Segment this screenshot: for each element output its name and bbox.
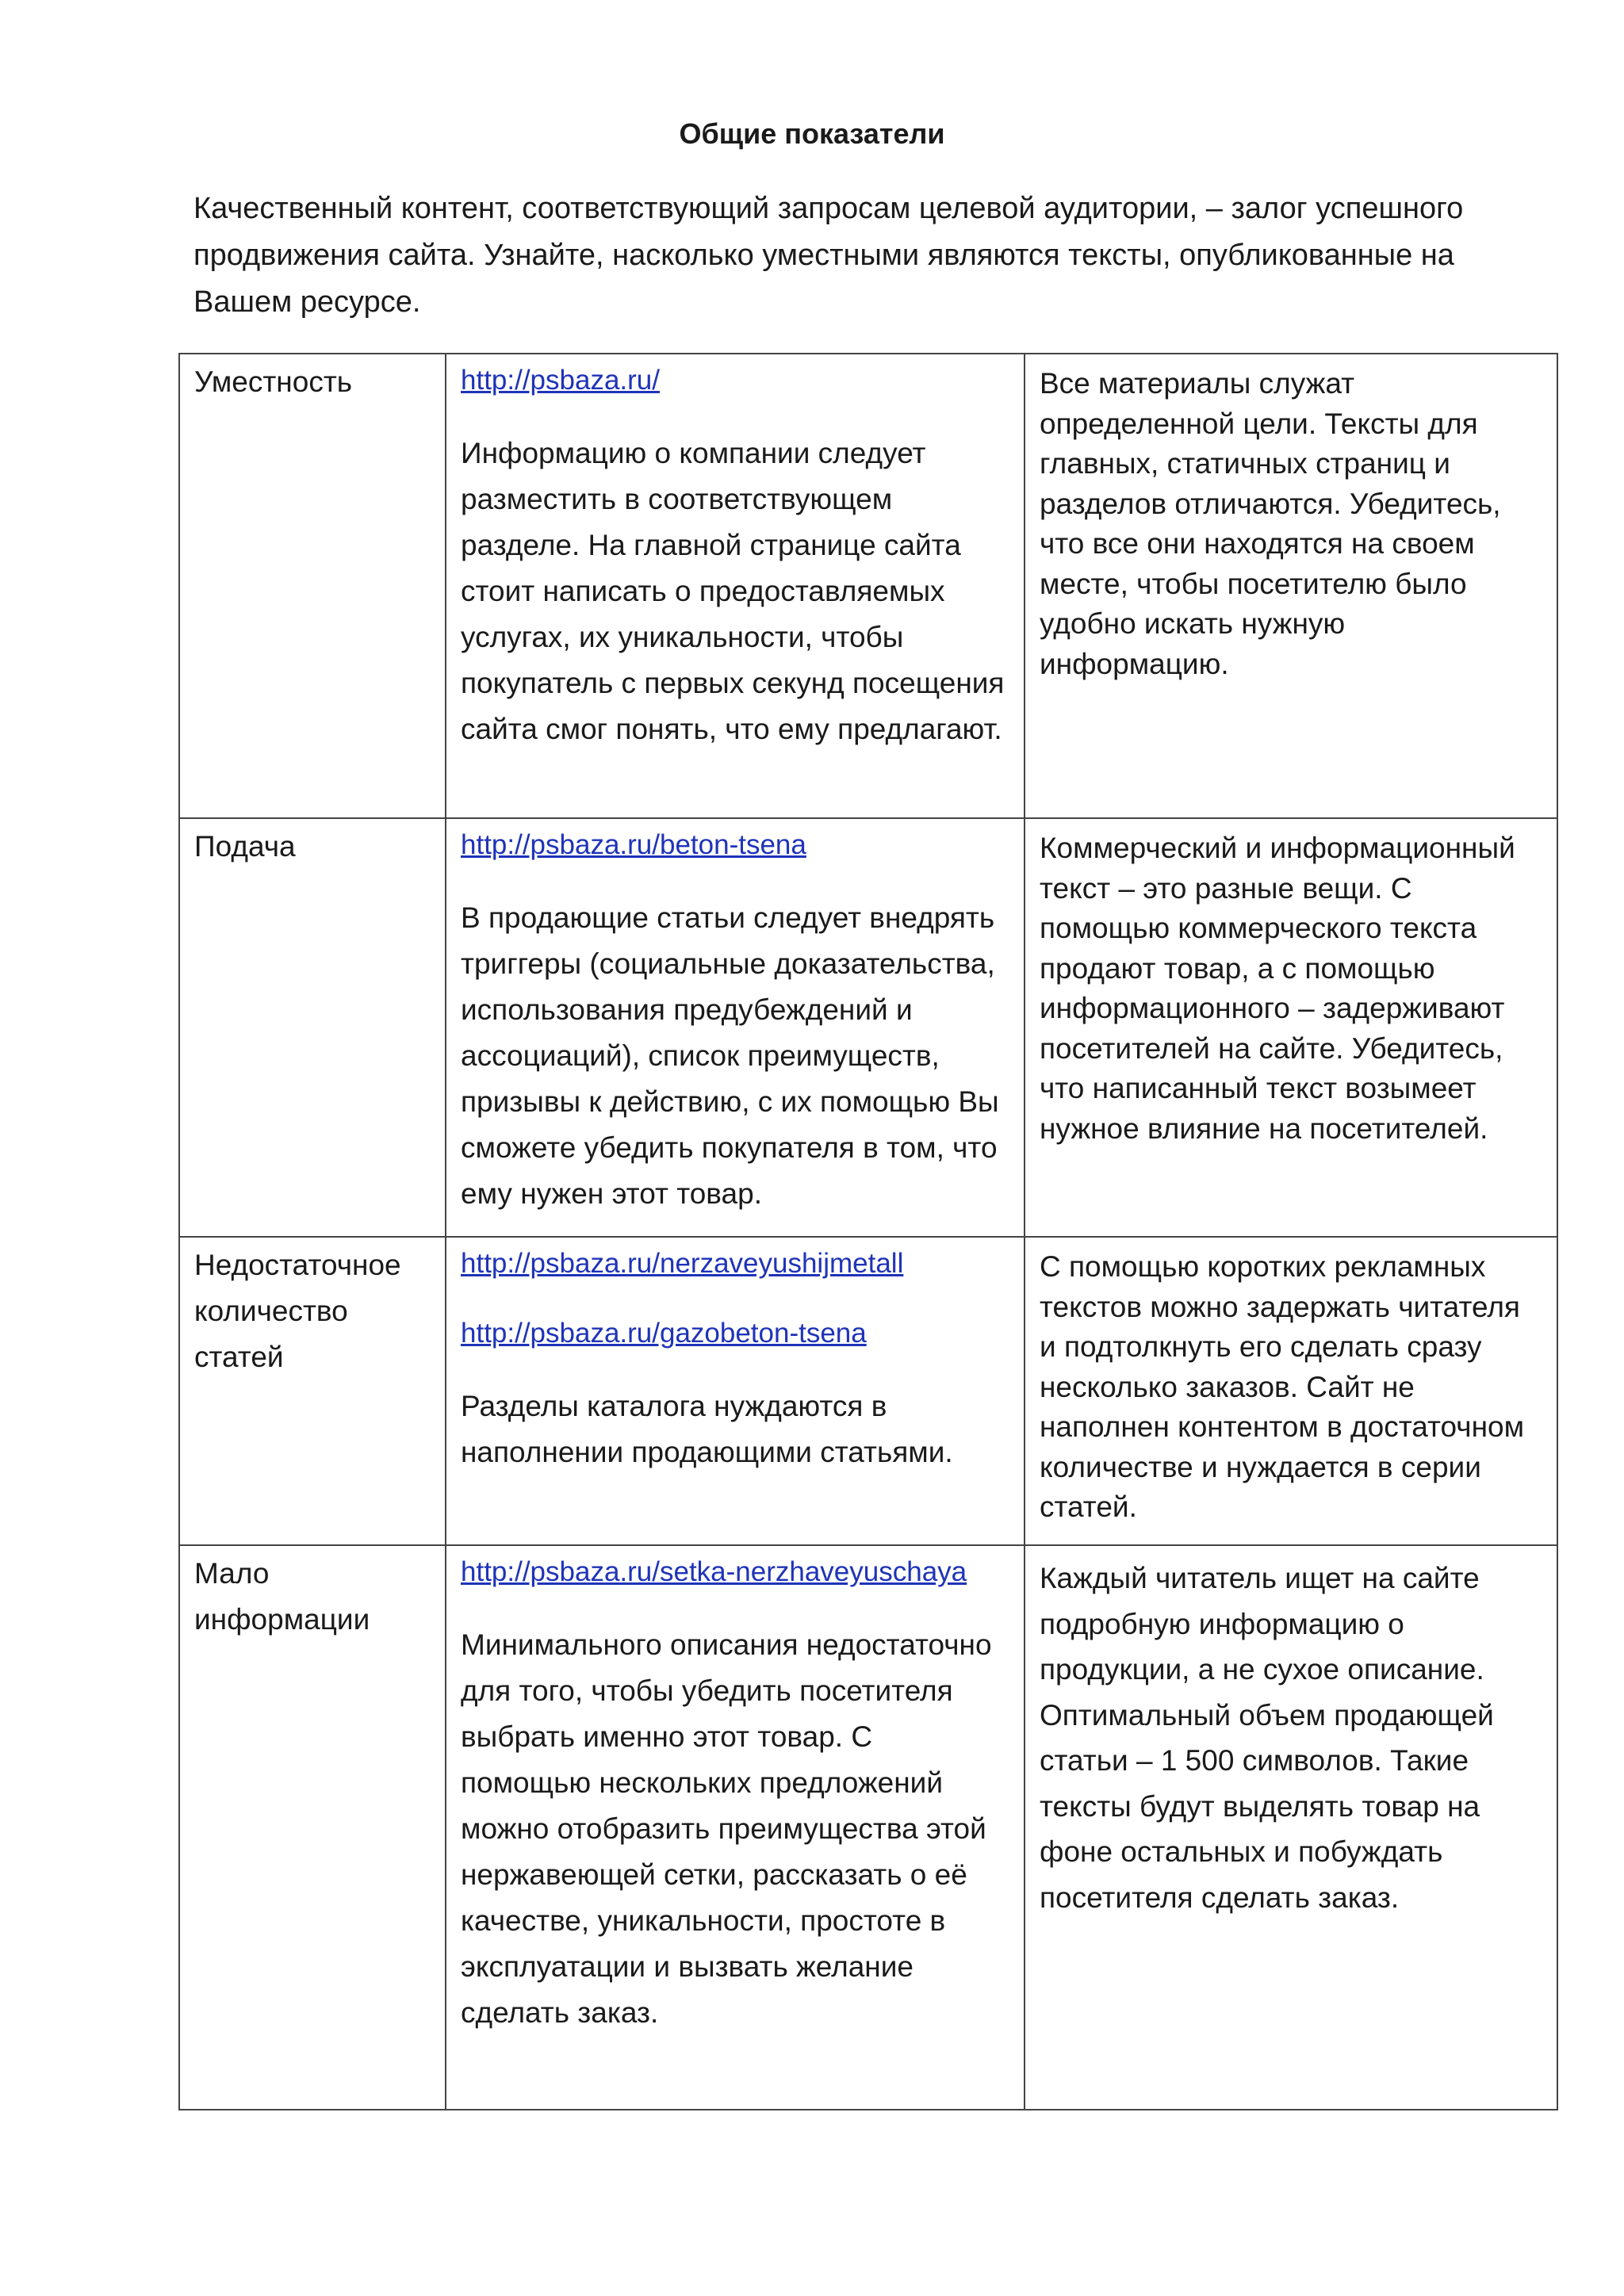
page-link[interactable]: http://psbaza.ru/ bbox=[461, 365, 660, 396]
indicator-detail: В продающие статьи следует внедрять триггеры (социальные доказательства, использования предубеждений и ассоциаций), список преимуществ, призывы к действию, с их помощью Вы сможете убедить покупателя в том, что ему нужен этот товар. bbox=[461, 901, 999, 1210]
indicator-detail-cell bbox=[446, 818, 1025, 1237]
indicator-note: Все материалы служат определенной цели. Тексты для главных, статичных страниц и разделов отличаются. Убедитесь, что все они находятся на своем месте, чтобы посетителю было удобно искать нужную информацию. bbox=[1040, 367, 1501, 680]
indicator-name-cell bbox=[179, 354, 446, 818]
indicator-note-cell bbox=[1025, 1545, 1557, 2110]
indicator-name: Уместность bbox=[194, 365, 353, 398]
indicator-note: С помощью коротких рекламных текстов можно задержать читателя и подтолкнуть его сделать сразу несколько заказов. Сайт не наполнен контентом в достаточном количестве и нуждается в серии статей. bbox=[1040, 1250, 1525, 1523]
table-row bbox=[179, 1545, 1557, 2110]
indicator-detail: Минимального описания недостаточно для того, чтобы убедить посетителя выбрать именно этот товар. С помощью нескольких предложений можно отобразить преимущества этой нержавеющей сетки, рассказать о её качестве, уникальности, простоте в эксплуатации и вызвать желание сделать заказ. bbox=[461, 1628, 992, 2029]
indicator-note-cell bbox=[1025, 818, 1557, 1237]
indicator-detail-cell bbox=[446, 1237, 1025, 1545]
indicator-detail-cell bbox=[446, 1545, 1025, 2110]
page-link[interactable]: http://psbaza.ru/setka-nerzhaveyuschaya bbox=[461, 1556, 967, 1587]
indicator-name: Подача bbox=[194, 830, 296, 863]
table-row bbox=[179, 818, 1557, 1237]
intro-paragraph: Качественный контент, соответствующий запросам целевой аудитории, – залог успешного продвижения сайта. Узнайте, насколько уместными являются тексты, опубликованные на Вашем ресурсе. bbox=[193, 192, 1464, 319]
page-link[interactable]: http://psbaza.ru/nerzaveyushijmetall bbox=[461, 1248, 904, 1279]
table-row bbox=[179, 354, 1557, 818]
indicator-detail-cell bbox=[446, 354, 1025, 818]
indicator-name-cell bbox=[179, 818, 446, 1237]
indicator-detail: Информацию о компании следует разместить в соответствующем разделе. На главной странице сайта стоит написать о предоставляемых услугах, их уникальности, чтобы покупатель с первых секунд посещения сайта смог понять, что ему предлагают. bbox=[461, 437, 1005, 745]
indicator-detail: Разделы каталога нуждаются в наполнении продающими статьями. bbox=[461, 1390, 953, 1468]
page-title: Общие показатели bbox=[679, 117, 945, 150]
indicator-name-cell bbox=[179, 1545, 446, 2110]
indicator-note: Коммерческий и информационный текст – это разные вещи. С помощью коммерческого текста продают товар, а с помощью информационного – задерживают посетителей на сайте. Убедитесь, что написанный текст возымеет нужное влияние на посетителей. bbox=[1040, 832, 1515, 1145]
indicator-name-cell bbox=[179, 1237, 446, 1545]
indicator-note-cell bbox=[1025, 1237, 1557, 1545]
indicator-name: Мало информации bbox=[194, 1557, 370, 1636]
table-row bbox=[179, 1237, 1557, 1545]
indicators-table bbox=[178, 353, 1558, 2110]
page-link[interactable]: http://psbaza.ru/beton-tsena bbox=[461, 829, 806, 860]
indicator-note-cell bbox=[1025, 354, 1557, 818]
indicator-name: Недостаточное количество статей bbox=[194, 1249, 401, 1373]
page-link[interactable]: http://psbaza.ru/gazobeton-tsena bbox=[461, 1318, 867, 1349]
indicator-note: Каждый читатель ищет на сайте подробную информацию о продукции, а не сухое описание. Оптимальный объем продающей статьи – 1 500 символов. Такие тексты будут выделять товар на фоне остальных и побуждать посетителя сделать заказ. bbox=[1040, 1562, 1494, 1914]
